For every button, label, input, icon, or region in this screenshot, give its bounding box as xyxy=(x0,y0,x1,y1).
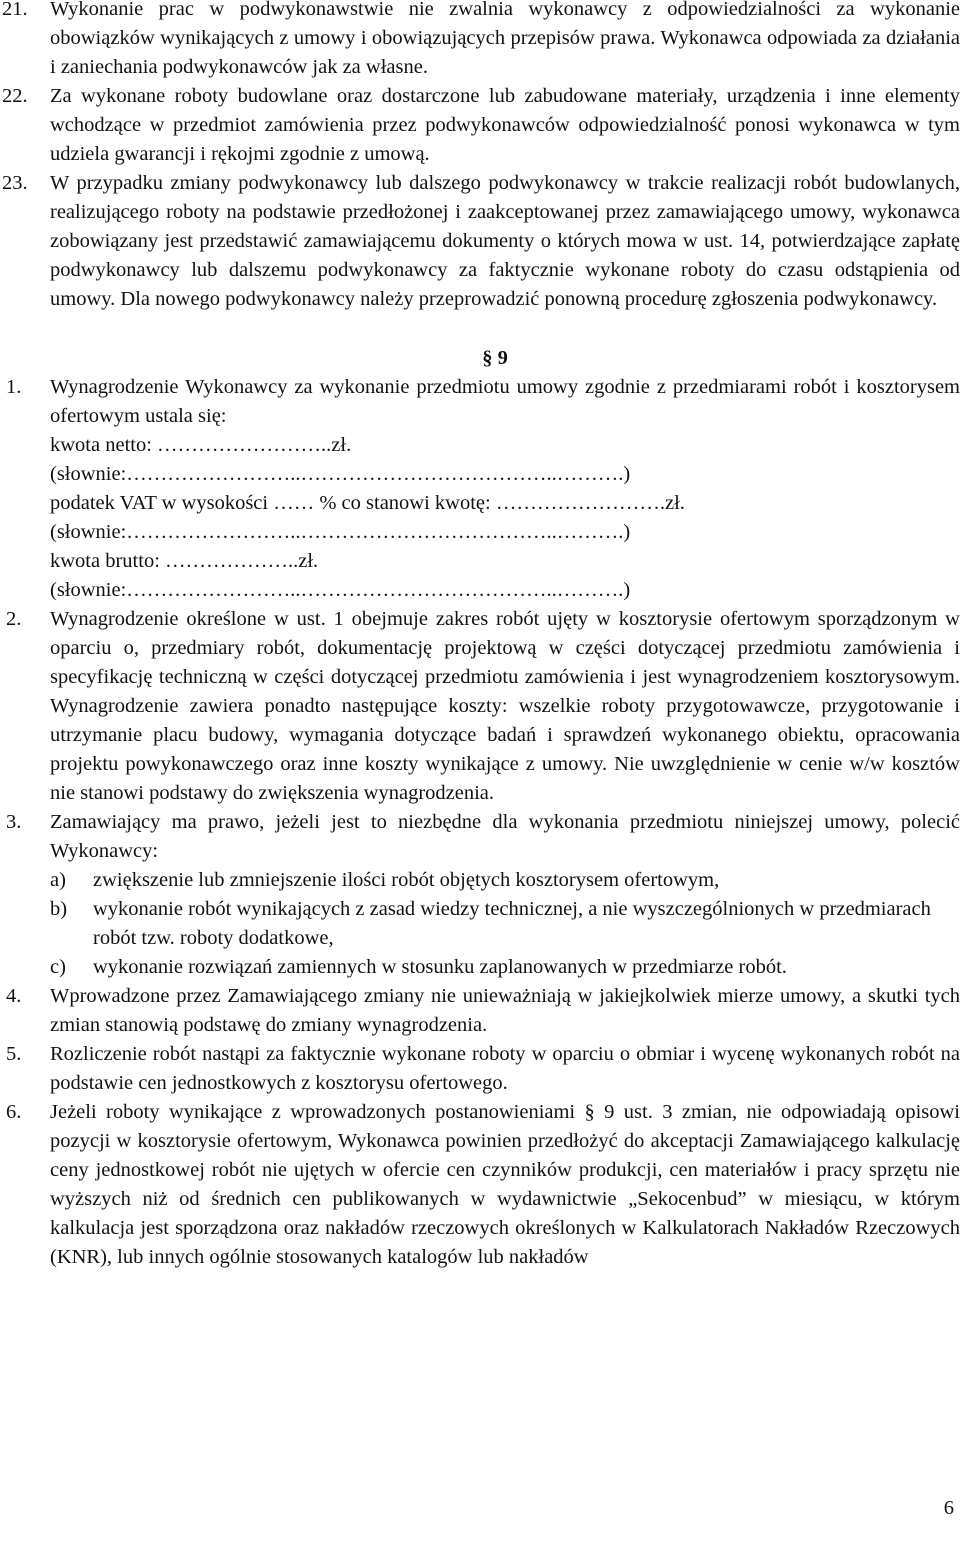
paragraph-22 xyxy=(0,82,960,169)
paragraph-text: W przypadku zmiany podwykonawcy lub dalszego podwykonawcy w trakcie realizacji robót budowlanych, realizującego roboty na podstawie przedłożonej i zaakceptowanej przez zamawiającego umowy, wykonawca zobowiązany jest przedstawić zamawiającemu dokumenty o których mowa w ust. 14, potwierdzające zapłatę podwykonawcy lub dalszemu podwykonawcy za faktycznie wykonane roboty do czasu odstąpienia od umowy. Dla nowego podwykonawcy należy przeprowadzić ponowną procedurę zgłoszenia podwykonawcy. xyxy=(50,172,960,310)
clause-text: Wynagrodzenie Wykonawcy za wykonanie przedmiotu umowy zgodnie z przedmiarami robót i kosztorysem ofertowym ustala się: xyxy=(50,376,960,427)
clause-text: Zamawiający ma prawo, jeżeli jest to niezbędne dla wykonania przedmiotu niniejszej umowy, polecić Wykonawcy: xyxy=(50,811,960,862)
vat-line: podatek VAT w wysokości …… % co stanowi kwotę: …………………….zł. xyxy=(50,492,685,514)
clause-number: 3. xyxy=(6,811,22,833)
clause-number: 1. xyxy=(6,376,22,398)
gross-words-line: (słownie:……………………..………………………………..……….) xyxy=(50,579,631,601)
paragraph-text: Wykonanie prac w podwykonawstwie nie zwalnia wykonawcy z odpowiedzialności za wykonanie obowiązków wynikających z umowy i obowiązujących przepisów prawa. Wykonawca odpowiada za działania i zaniechania podwykonawców jak za własne. xyxy=(50,0,960,78)
clause-3-subitem-a xyxy=(0,866,960,895)
clause-text: Wynagrodzenie określone w ust. 1 obejmuje zakres robót ujęty w kosztorysie ofertowym sporządzonym w oparciu o, przedmiary robót, dokumentację projektową w części dotyczącej przedmiotu zamówienia i specyfikację techniczną w części dotyczącej przedmiotu zamówienia i jest wynagrodzeniem kosztorysowym. Wynagrodzenie zawiera ponadto następujące koszty: wszelkie roboty przygotowawcze, przygotowanie i utrzymanie placu budowy, wymagania dotyczące badań i sprawdzeń wykonanego obiektu, opracowania projektu powykonawczego oraz inne koszty wynikające z umowy. Nie uwzględnienie w cenie w/w kosztów nie stanowi podstawy do zwiększenia wynagrodzenia. xyxy=(50,608,960,804)
clause-4 xyxy=(0,982,960,1040)
paragraph-21 xyxy=(0,0,960,82)
clause-number: 5. xyxy=(6,1043,22,1065)
paragraph-text: Za wykonane roboty budowlane oraz dostarczone lub zabudowane materiały, urządzenia i inne elementy wchodzące w przedmiot zamówienia przez podwykonawców odpowiedzialność ponosi wykonawca w tym udziela gwarancji i rękojmi zgodnie z umową. xyxy=(50,85,960,165)
subitem-text: wykonanie rozwiązań zamiennych w stosunku zaplanowanych w przedmiarze robót. xyxy=(93,956,787,978)
clause-text: Wprowadzone przez Zamawiającego zmiany nie unieważniają w jakiejkolwiek mierze umowy, a skutki tych zmian stanowią podstawę do zmiany wynagrodzenia. xyxy=(50,985,960,1036)
subitem-letter: b) xyxy=(50,898,68,920)
paragraph-number: 21. xyxy=(2,0,28,20)
subitem-letter: c) xyxy=(50,956,66,978)
paragraph-number: 22. xyxy=(2,85,28,107)
clause-number: 4. xyxy=(6,985,22,1007)
subitem-text: zwiększenie lub zmniejszenie ilości robót objętych kosztorysem ofertowym, xyxy=(93,869,720,891)
clause-number: 2. xyxy=(6,608,22,630)
clause-2 xyxy=(0,605,960,808)
amount-words-line: (słownie:……………………..………………………………..……….) xyxy=(50,463,631,485)
clause-number: 6. xyxy=(6,1101,22,1123)
amount-gross-line: kwota brutto: ………………..zł. xyxy=(50,550,319,572)
clause-3-subitem-b xyxy=(0,895,960,953)
clause-text: Rozliczenie robót nastąpi za faktycznie wykonane roboty w oparciu o obmiar i wycenę wykonanych robót na podstawie cen jednostkowych z kosztorysu ofertowego. xyxy=(50,1043,960,1094)
clause-3-subitem-c xyxy=(0,953,960,982)
clause-3 xyxy=(0,808,960,866)
amount-net-line: kwota netto: ……………………..zł. xyxy=(50,434,352,456)
paragraph-23 xyxy=(0,169,960,314)
clause-6 xyxy=(0,1098,960,1272)
clause-1 xyxy=(0,373,960,605)
clause-text: Jeżeli roboty wynikające z wprowadzonych postanowieniami § 9 ust. 3 zmian, nie odpowiadają opisowi pozycji w kosztorysie ofertowym, Wykonawca powinien przedłożyć do akceptacji Zamawiającego kalkulację ceny jednostkowej robót nie ujętych w ofercie cen czynników produkcji, cen materiałów i pracy sprzętu nie wyższych niż od średnich cen publikowanych w wydawnictwie „Sekocenbud” w miesiącu, w którym kalkulacja jest sporządzona oraz nakładów rzeczowych określonych w Kalkulatorach Nakładów Rzeczowych (KNR), lub innych ogólnie stosowanych katalogów lub nakładów xyxy=(50,1101,960,1268)
vat-words-line: (słownie:……………………..………………………………..……….) xyxy=(50,521,631,543)
clause-5 xyxy=(0,1040,960,1098)
paragraph-number: 23. xyxy=(2,172,28,194)
page-number: 6 xyxy=(943,1497,954,1519)
subitem-text: wykonanie robót wynikających z zasad wiedzy technicznej, a nie wyszczególnionych w przedmiarach robót tzw. roboty dodatkowe, xyxy=(93,898,931,949)
section-heading: § 9 xyxy=(482,347,508,369)
subitem-letter: a) xyxy=(50,869,66,891)
